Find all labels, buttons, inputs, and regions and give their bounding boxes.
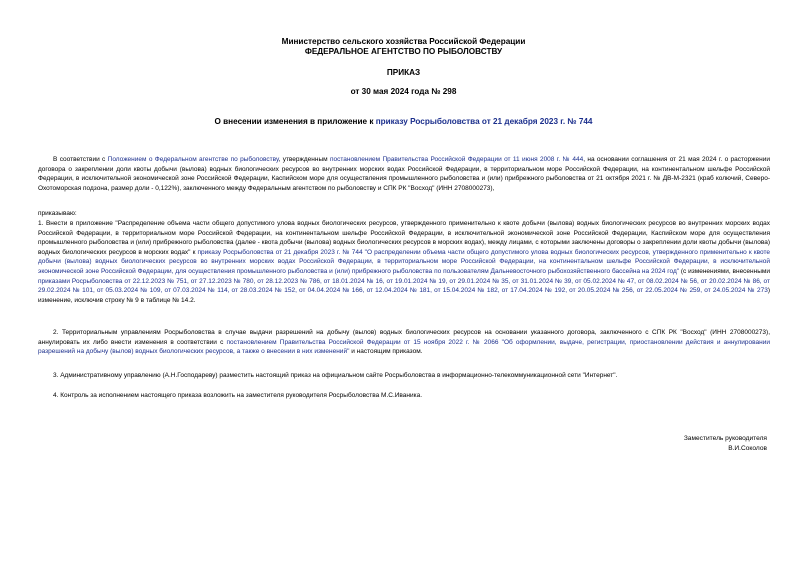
item-4-paragraph [38, 391, 770, 401]
government-decree-link[interactable]: постановлением Правительства Российской Федерации от 11 июня 2008 г. № 444 [329, 156, 584, 163]
order-word-text: приказываю: [38, 210, 77, 217]
order-word [38, 209, 770, 219]
ministry-heading: Министерство сельского хозяйства Российской Федерации [281, 37, 526, 46]
document-date-number: от 30 мая 2024 года № 298 [350, 87, 457, 96]
item-2-text [38, 328, 770, 357]
regulation-link[interactable]: Положением о Федеральном агентстве по рыболовству [107, 156, 279, 163]
preamble-text-3: , на основании соглашения от 21 мая 2024 г. о расторжении договора о закреплении доли квоты добычи (вылова) водных биологических ресурсов во внутренних морских водах Российской Федерации, в территориальном море Российской Федерации, на континентальном шельфе Российской Федерации, в исключительной экономической зоне Российской Федерации, Каспийском море для осуществления промышленного рыболовства и (или) прибрежного рыболовства от 21 октября 2021 г. № ДВ-М-2321 (краб колючий, Северо-Охотоморская подзона, размер доли - 0,122%), заключенного между Федеральным агентством по рыболовству и СПК РК "Восход" (ИНН 2708000273), [38, 156, 770, 192]
decree-2066-link[interactable]: постановлением Правительства Российской Федерации от 15 ноября 2022 г. № 2066 "Об оформлении, выдаче, регистрации, приостановлении действия и аннулировании разрешений на добычу (вылов) водных биологических ресурсов, а также о внесении в них изменений" [38, 338, 771, 356]
agency-heading: ФЕДЕРАЛЬНОЕ АГЕНТСТВО ПО РЫБОЛОВСТВУ [304, 47, 503, 56]
signatory-position: Заместитель руководителя [683, 435, 767, 442]
item-1-text-2: (с изменениями, внесенными [679, 267, 771, 275]
signatory-name: В.И.Соколов [728, 444, 767, 452]
item-2-text-1: 2. Территориальным управлениям Росрыболовства в случае выдачи разрешений на добычу (вылов) водных биологических ресурсов на основании указанного договора, заключенного с СПК РК "Восход" (ИНН 2708000273), аннулировать их либо внести изменения в соответствии с [38, 329, 770, 346]
document-title [0, 117, 807, 127]
item-2-text-2: и настоящим приказом. [349, 348, 423, 356]
amending-orders-link[interactable]: приказами Росрыболовства от 22.12.2023 № 751, от 27.12.2023 № 780, от 28.12.2023 № 786, от 18.01.2024 № 16, от 19.01.2024 № 19, от 29.01.2024 № 35, от 31.01.2024 № 39, от 05.02.2024 № 47, от 08.02.2024 № 56, от 20.02.2024 № 86, от 29.02.2024 № 101, от 05.03.2024 № 109, от 07.03.2024 № 114, от 28.03.2024 № 152, от 04.04.2024 № 166, от 12.04.2024 № 181, от 15.04.2024 № 182, от 17.04.2024 № 192, от 20.05.2024 № 256, от 22.05.2024 № 259, от 24.05.2024 № 273 [38, 277, 770, 295]
preamble-text-1: В соответствии с [53, 156, 108, 163]
item-1-paragraph [38, 219, 770, 305]
order-744-link[interactable]: приказу Росрыболовства от 21 декабря 2023 г. № 744 "О распределении объема части общего допустимого улова водных биологических ресурсов, утвержденного применительно к квоте добычи (вылова) водных биологических ресурсов во внутренних морских водах Российской Федерации, в территориальном море Российской Федерации, на континентальном шельфе Российской Федерации, в исключительной экономической зоне Российской Федерации, для осуществления промышленного рыболовства и (или) прибрежного рыболовства по пользователям Дальневосточного рыбохозяйственного бассейна на 2024 год" [38, 248, 770, 275]
document-type: ПРИКАЗ [386, 68, 421, 77]
item-1-text-3: ) изменение, исключив строку № 9 в таблице № 14.2. [38, 287, 770, 304]
title-text: О внесении изменения в приложение к [214, 117, 376, 126]
item-4-text: 4. Контроль за исполнением настоящего приказа возложить на заместителя руководителя Росрыболовства М.С.Иваника. [53, 392, 423, 399]
preamble-text-2: , утвержденным [278, 156, 330, 163]
item-1-text-1: 1. Внести в приложение "Распределение объема части общего допустимого улова водных биологических ресурсов, утвержденного применительно к квоте добычи (вылова) водных биологических ресурсов во внутренних морских водах Российской Федерации, в территориальном море Российской Федерации, на континентальном шельфе Российской Федерации, в исключительной экономической зоне Российской Федерации, Каспийском море для осуществления промышленного рыболовства и (или) прибрежного рыболовства (далее - квота добычи (вылова) водных биологических ресурсов в морских водах), между лицами, с которыми заключены договоры о закреплении доли квоты добычи (вылова) водных биологических ресурсов в морских водах" к [38, 220, 770, 256]
preamble-paragraph [38, 155, 770, 193]
item-2-paragraph [38, 328, 770, 357]
item-3-text: 3. Административному управлению (А.Н.Господареву) разместить настоящий приказ на официальном сайте Росрыболовства в информационно-телекоммуникационной сети "Интернет". [53, 372, 618, 379]
preamble-text [38, 155, 770, 193]
item-1-text [38, 219, 770, 305]
signature-block [684, 434, 767, 453]
title-link[interactable]: приказу Росрыболовства от 21 декабря 2023 г. № 744 [375, 117, 593, 126]
item-3-paragraph [38, 371, 770, 381]
